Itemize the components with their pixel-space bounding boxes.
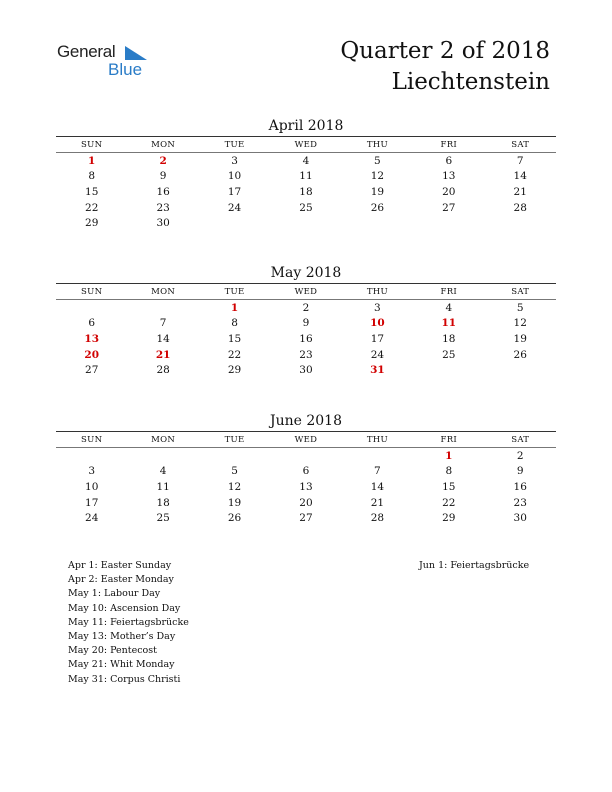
day-cell: 29 [442,512,456,525]
holiday-note: May 10: Ascension Day [68,602,181,614]
week-row [56,184,556,200]
day-cell: 9 [302,317,310,330]
week-row [56,300,556,316]
month-grid [56,300,556,378]
weekday-label: FRI [440,139,458,150]
weekday-header [56,431,556,448]
weekday-label: TUE [224,286,245,297]
day-cell: 24 [227,201,242,214]
day-cell: 25 [442,348,456,361]
weekday-label: FRI [440,434,458,445]
day-cell: 11 [156,480,170,493]
day-cell: 29 [85,217,99,230]
weekday-label: SAT [511,286,530,297]
month-may [56,263,556,378]
day-cell: 2 [516,449,524,462]
month-title: May 2018 [270,265,342,281]
weekday-label: THU [366,434,388,445]
week-row [56,495,556,511]
week-row [56,464,556,480]
day-cell: 25 [156,512,170,525]
day-cell: 13 [442,170,456,183]
week-row [56,479,556,495]
day-cell: 19 [513,332,527,345]
weekday-label: SUN [81,139,103,150]
day-cell: 4 [445,301,453,314]
day-cell: 18 [299,185,313,198]
day-cell: 30 [513,512,527,525]
holiday-day-cell: 31 [370,364,385,377]
day-cell: 26 [227,512,242,525]
weekday-label: TUE [224,139,245,150]
day-cell: 17 [85,496,99,509]
week-row [56,200,556,216]
day-cell: 24 [370,348,385,361]
month-title: April 2018 [268,118,344,134]
holiday-list [68,559,189,687]
week-row [56,153,556,169]
day-cell: 22 [227,348,242,361]
day-cell: 19 [227,496,242,509]
day-cell: 14 [370,480,385,493]
day-cell: 30 [156,217,170,230]
weekday-label: MON [151,434,176,445]
day-cell: 3 [88,465,96,478]
day-cell: 23 [513,496,527,509]
day-cell: 14 [513,170,527,183]
weekday-label: THU [366,139,388,150]
day-cell: 3 [374,301,381,314]
title-quarter: Quarter 2 of 2018 [340,38,550,64]
day-cell: 15 [442,480,456,493]
weekday-header [56,136,556,153]
day-cell: 7 [159,317,167,330]
day-cell: 6 [445,154,453,167]
holiday-note: May 1: Labour Day [68,588,161,600]
day-cell: 12 [513,317,527,330]
holiday-note: Jun 1: Feiertagsbrücke [419,560,530,571]
day-cell: 24 [85,512,99,525]
day-cell: 17 [227,185,242,198]
weekday-header [56,283,556,300]
day-cell: 23 [299,348,313,361]
day-cell: 28 [156,364,170,377]
weekday-label: FRI [440,286,458,297]
day-cell: 12 [227,480,242,493]
day-cell: 16 [513,480,527,493]
day-cell: 21 [370,496,385,509]
title-country: Liechtenstein [391,69,550,95]
holiday-note: May 11: Feiertagsbrücke [68,616,189,628]
day-cell: 14 [156,332,170,345]
weekday-label: SUN [81,286,103,297]
day-cell: 9 [516,465,524,478]
week-row [56,316,556,332]
day-cell: 5 [231,465,238,478]
logo-blue-text: Blue [108,60,143,79]
holiday-day-cell: 20 [84,348,100,361]
week-row [56,347,556,363]
day-cell: 22 [442,496,456,509]
day-cell: 18 [442,332,456,345]
day-cell: 16 [156,185,170,198]
day-cell: 4 [302,154,310,167]
day-cell: 30 [299,364,313,377]
day-cell: 29 [227,364,242,377]
day-cell: 18 [156,496,170,509]
day-cell: 3 [231,154,238,167]
logo-general-text: General [57,42,116,61]
day-cell: 27 [299,512,313,525]
day-cell: 15 [227,332,242,345]
day-cell: 26 [370,201,385,214]
day-cell: 16 [299,332,313,345]
week-row [56,362,556,378]
holiday-note: Apr 2: Easter Monday [68,574,174,586]
weekday-label: WED [294,286,318,297]
day-cell: 20 [299,496,313,509]
day-cell: 28 [513,201,527,214]
holiday-note: May 21: Whit Monday [68,659,175,671]
weekday-label: WED [294,434,318,445]
week-row [56,169,556,185]
holiday-note: May 31: Corpus Christi [68,673,181,685]
logo [57,42,157,82]
weekday-label: SUN [81,434,103,445]
month-june [56,411,556,526]
week-row [56,510,556,526]
day-cell: 27 [442,201,456,214]
day-cell: 21 [513,185,527,198]
day-cell: 15 [85,185,99,198]
day-cell: 8 [231,317,238,330]
holiday-list-right [419,559,529,573]
day-cell: 5 [516,301,524,314]
month-grid [56,153,556,231]
week-row [56,331,556,347]
holiday-day-cell: 13 [84,332,100,345]
day-cell: 6 [88,317,96,330]
day-cell: 4 [159,465,167,478]
day-cell: 20 [442,185,456,198]
weekday-label: SAT [511,139,530,150]
holiday-day-cell: 2 [159,154,167,167]
holiday-day-cell: 10 [370,317,385,330]
month-grid [56,448,556,526]
month-title: June 2018 [269,413,342,429]
weekday-label: SAT [511,434,530,445]
holiday-day-cell: 21 [155,348,171,361]
day-cell: 7 [516,154,524,167]
day-cell: 28 [370,512,385,525]
day-cell: 2 [302,301,310,314]
weekday-label: TUE [224,434,245,445]
day-cell: 6 [302,465,310,478]
week-row [56,215,556,231]
holiday-day-cell: 11 [441,317,457,330]
day-cell: 10 [227,170,242,183]
day-cell: 13 [299,480,313,493]
holiday-note: May 20: Pentecost [68,645,157,657]
weekday-label: MON [151,286,176,297]
day-cell: 19 [370,185,385,198]
day-cell: 10 [85,480,99,493]
week-row [56,448,556,464]
day-cell: 8 [88,170,96,183]
day-cell: 26 [513,348,527,361]
holiday-day-cell: 1 [88,154,96,167]
day-cell: 23 [156,201,170,214]
day-cell: 5 [374,154,381,167]
day-cell: 22 [85,201,99,214]
weekday-label: MON [151,139,176,150]
logo-triangle-icon [125,46,147,60]
holiday-note: Apr 1: Easter Sunday [68,560,172,571]
day-cell: 9 [159,170,167,183]
day-cell: 27 [85,364,99,377]
day-cell: 25 [299,201,313,214]
month-april [56,116,556,231]
page-title [340,36,550,98]
holiday-day-cell: 1 [230,301,239,314]
holiday-note: May 13: Mother’s Day [68,631,176,643]
holiday-day-cell: 1 [445,449,453,462]
day-cell: 17 [370,332,385,345]
weekday-label: THU [366,286,388,297]
day-cell: 7 [374,465,381,478]
weekday-label: WED [294,139,318,150]
day-cell: 11 [299,170,313,183]
day-cell: 8 [445,465,453,478]
day-cell: 12 [370,170,385,183]
